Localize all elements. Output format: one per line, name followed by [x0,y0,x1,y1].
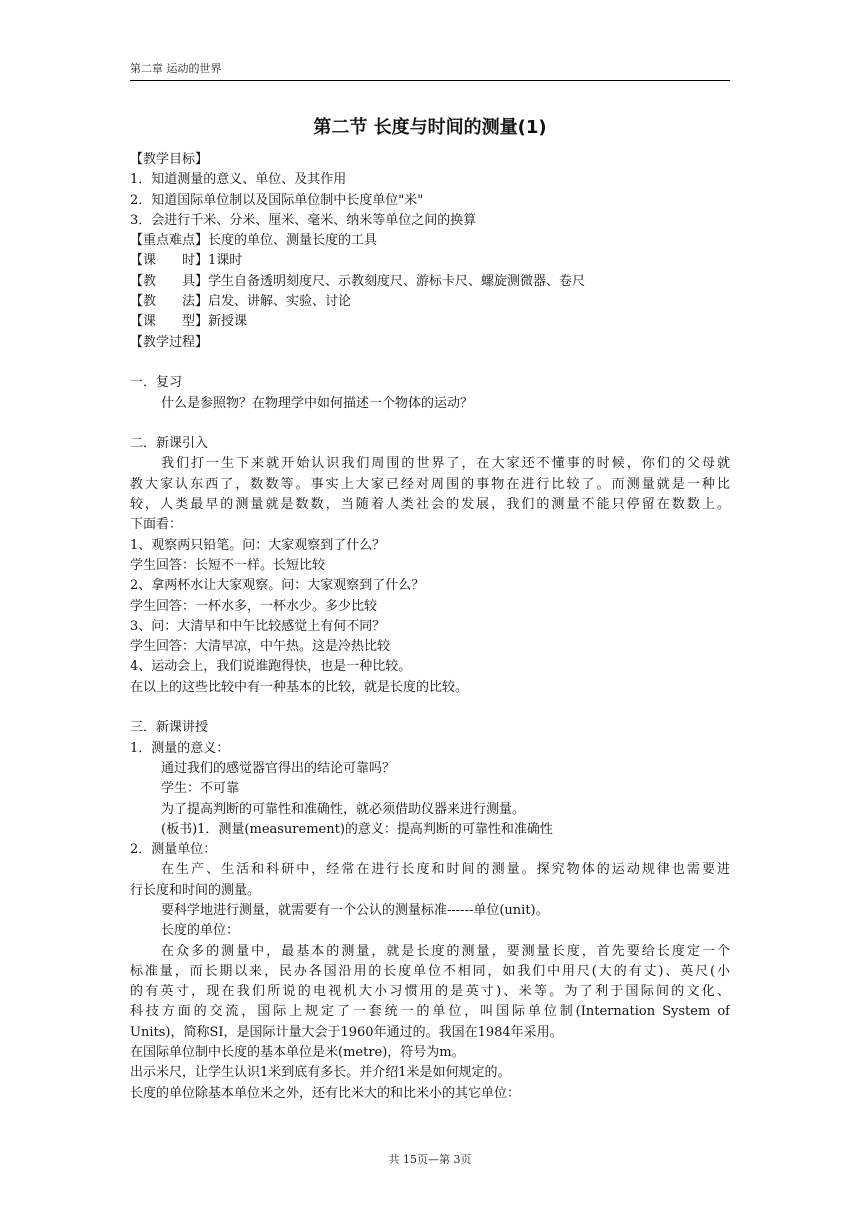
text-line: 科技方面的交流，国际上规定了一套统一的单位，叫国际单位制(Internation System of [130,1004,730,1020]
text-line: 二．新课引入 [130,436,209,452]
text-line: 【重点难点】长度的单位、测量长度的工具 [130,233,378,249]
text-line: 3、问：大清早和中午比较感觉上有何不同？ [130,618,386,634]
text-line: 在以上的这些比较中有一种基本的比较，就是长度的比较。 [130,679,469,695]
text-line: 学生回答：大清早凉，中午热。这是冷热比较 [130,639,391,655]
text-line: 【课 时】1课时 [130,253,243,269]
text-line: 一．复习 [130,375,183,391]
text-line: 1．知道测量的意义、单位、及其作用 [130,172,347,188]
blank-line [130,353,730,373]
text-line: 3．会进行千米、分米、厘米、毫米、纳米等单位之间的换算 [130,212,477,228]
running-header: 第二章 运动的世界 [130,62,222,75]
text-line: 【课 型】新授课 [130,314,248,330]
text-line: 1、观察两只铅笔。问：大家观察到了什么？ [130,537,386,553]
text-line: 1．测量的意义： [130,740,230,756]
text-line: 三．新课讲授 [130,720,209,736]
text-line: 教大家认东西了，数数等。事实上大家已经对周围的事物在进行比较了。而测量就是一种比 [130,476,730,492]
header-rule [130,80,730,81]
text-line: 要科学地进行测量，就需要有一个公认的测量标准------单位(unit)。 [161,902,549,918]
blank-line [130,698,730,718]
text-line: 2、拿两杯水让大家观察。问：大家观察到了什么？ [130,578,425,594]
text-line: 为了提高判断的可靠性和准确性，就必须借助仪器来进行测量。 [161,801,526,817]
text-line: 学生回答：一杯水多，一杯水少。多少比较 [130,598,378,614]
text-line: 标准量，而长期以来，民办各国沿用的长度单位不相同，如我们中用尺(大的有丈)、英尺(小 [130,963,730,979]
text-line: 我们打一生下来就开始认识我们周围的世界了，在大家还不懂事的时候，你们的父母就 [161,456,730,472]
text-line: 行长度和时间的测量。 [130,882,261,898]
text-line: 通过我们的感觉器官得出的结论可靠吗？ [161,760,396,776]
body-text [130,150,730,1104]
text-line: 下面看： [130,517,183,533]
text-line: 长度的单位除基本单位米之外，还有比米大的和比米小的其它单位： [130,1085,521,1101]
text-line: 【教 法】启发、讲解、实验、讨论 [130,294,352,310]
page-title: 第二节 长度与时间的测量(1) [313,117,547,138]
text-line: Units)，简称SI，是国际计量大会于1960年通过的。我国在1984年采用。 [130,1024,563,1040]
text-line: 【教学目标】 [130,152,209,167]
text-line: 长度的单位： [161,923,240,939]
text-line: 2．知道国际单位制以及国际单位制中长度单位"米" [130,192,424,208]
text-line: 学生回答：长短不一样。长短比较 [130,557,326,573]
text-line: 学生：不可靠 [161,781,240,797]
page-footer: 共 15页—第 3页 [388,1153,472,1166]
text-line: 在生产、生活和科研中，经常在进行长度和时间的测量。探究物体的运动规律也需要进 [161,862,730,878]
text-line: 4、运动会上，我们说谁跑得快，也是一种比较。 [130,659,412,675]
text-line: 【教学过程】 [130,334,209,350]
text-line: 什么是参照物？在物理学中如何描述一个物体的运动？ [161,395,474,411]
text-line: 较，人类最早的测量就是数数，当随着人类社会的发展，我们的测量不能只停留在数数上。 [130,497,730,513]
blank-line [130,414,730,434]
text-line: 2．测量单位： [130,842,217,858]
text-line: (板书)1．测量(measurement)的意义：提高判断的可靠性和准确性 [161,821,553,837]
text-line: 在众多的测量中，最基本的测量，就是长度的测量，要测量长度，首先要给长度定一个 [161,943,730,959]
text-line: 出示米尺，让学生认识1米到底有多长。并介绍1米是如何规定的。 [130,1065,511,1081]
text-line: 在国际单位制中长度的基本单位是米(metre)，符号为m。 [130,1045,465,1061]
text-line: 的有英寸，现在我们所说的电视机大小习惯用的是英寸)、米等。为了利于国际间的文化、 [130,984,730,1000]
text-line: 【教 具】学生自备透明刻度尺、示教刻度尺、游标卡尺、螺旋测微器、卷尺 [130,273,586,289]
